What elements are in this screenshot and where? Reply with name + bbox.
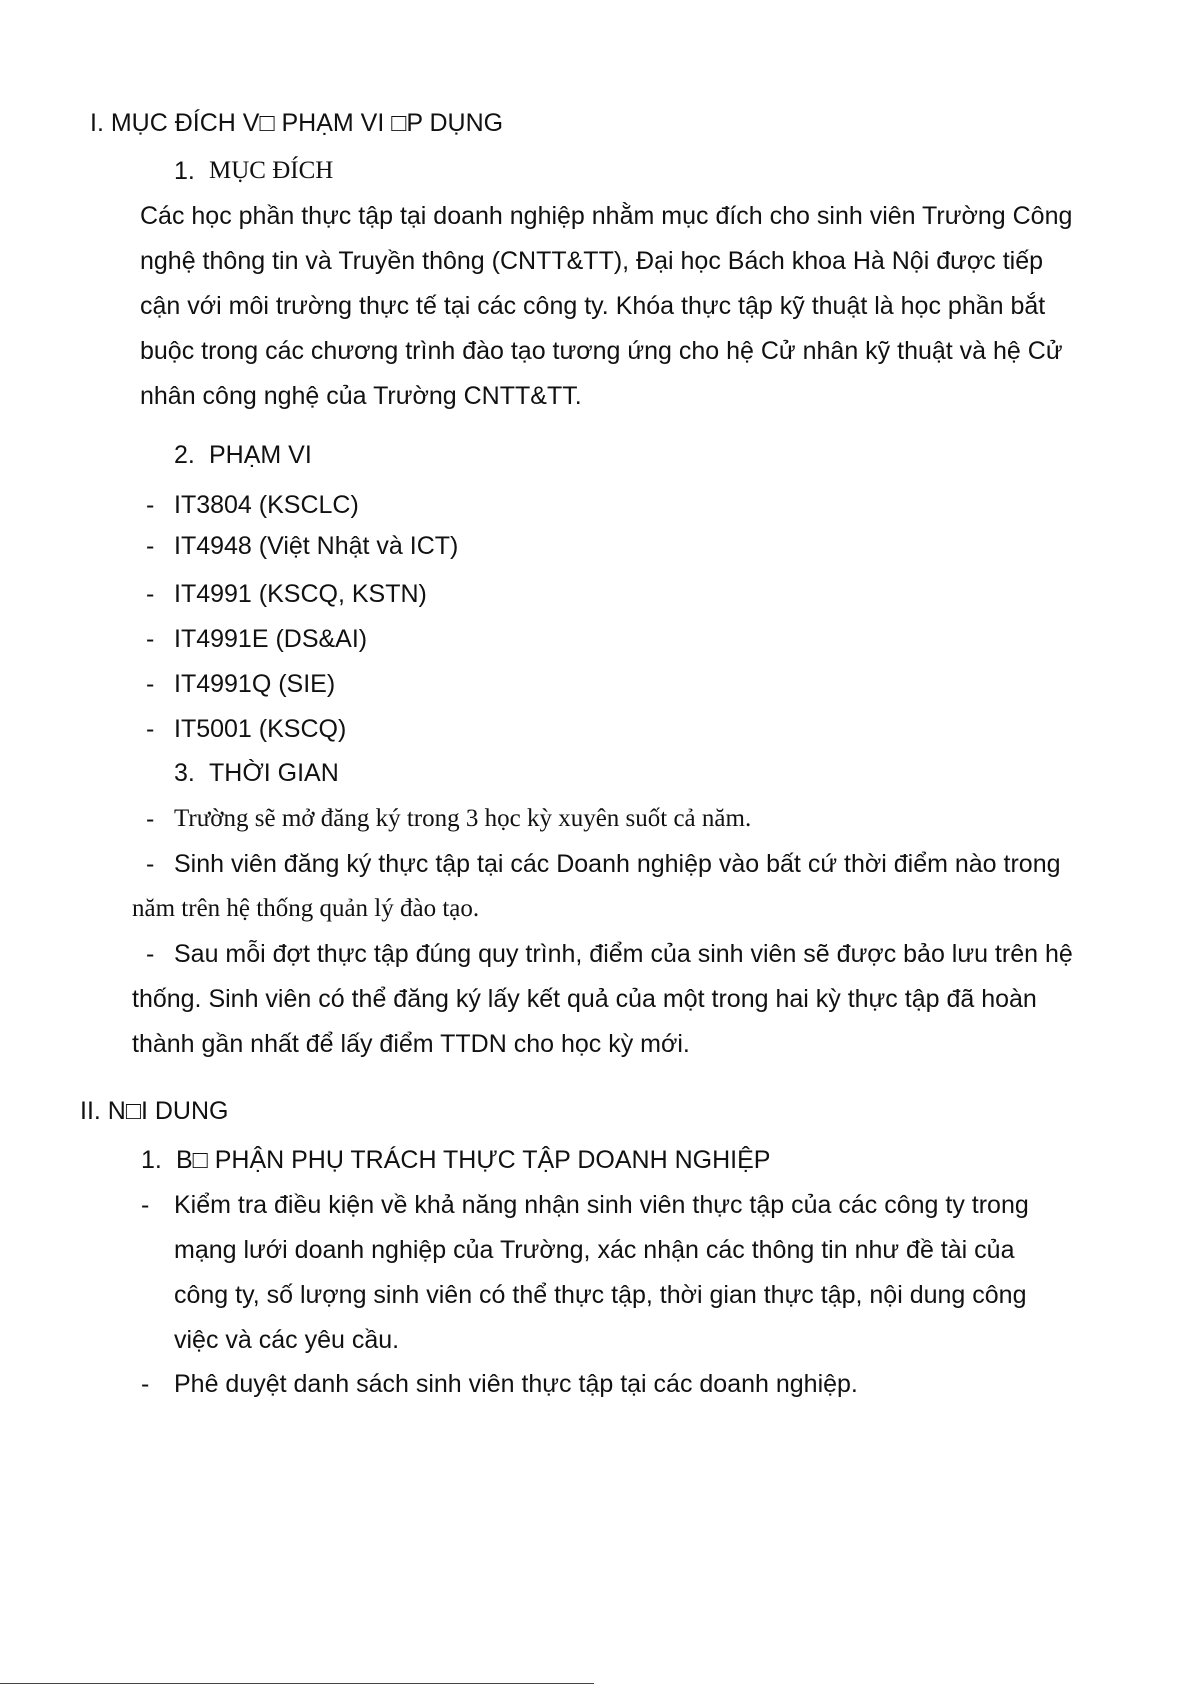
purpose-paragraph-line-4: buộc trong các chương trình đào tạo tương ứng cho hệ Cử nhân kỹ thuật và hệ Cử — [140, 337, 1063, 365]
responsibility-item-1-line-2: mạng lưới doanh nghiệp của Trường, xác nhận các thông tin như đề tài của — [174, 1236, 1015, 1264]
section-1-heading: I. MỤC ĐÍCH V□ PHẠM VI □P DỤNG — [90, 109, 504, 137]
list-item: IT4991Q (SIE) — [174, 670, 336, 698]
subsection-2-number: 2. — [174, 441, 195, 469]
time-item-2-line-1: Sinh viên đăng ký thực tập tại các Doanh nghiệp vào bất cứ thời điểm nào trong — [174, 850, 1061, 878]
responsibility-item-2: Phê duyệt danh sách sinh viên thực tập tại các doanh nghiệp. — [174, 1370, 858, 1398]
list-bullet: - — [146, 940, 155, 968]
list-bullet: - — [146, 850, 155, 878]
time-item-1: Trường sẽ mở đăng ký trong 3 học kỳ xuyên suốt cả năm. — [174, 805, 752, 832]
time-item-2-line-2: năm trên hệ thống quản lý đào tạo. — [132, 895, 480, 922]
time-item-3-line-2: thống. Sinh viên có thể đăng ký lấy kết quả của một trong hai kỳ thực tập đã hoàn — [132, 985, 1037, 1013]
responsibility-item-1-line-1: Kiểm tra điều kiện về khả năng nhận sinh viên thực tập của các công ty trong — [174, 1191, 1029, 1219]
list-bullet: - — [146, 715, 155, 743]
list-item: IT4991E (DS&AI) — [174, 625, 368, 653]
responsibility-item-1-line-4: việc và các yêu cầu. — [174, 1326, 400, 1354]
responsibility-item-1-line-3: công ty, số lượng sinh viên có thể thực tập, thời gian thực tập, nội dung công — [174, 1281, 1027, 1309]
list-bullet: - — [146, 580, 155, 608]
list-bullet: - — [146, 805, 155, 833]
list-bullet: - — [141, 1191, 150, 1219]
time-item-3-line-3: thành gần nhất để lấy điểm TTDN cho học kỳ mới. — [132, 1030, 690, 1058]
subsection-3-number: 3. — [174, 759, 195, 787]
purpose-paragraph-line-1: Các học phần thực tập tại doanh nghiệp nhằm mục đích cho sinh viên Trường Công — [140, 202, 1073, 230]
subsection-1-number: 1. — [174, 157, 195, 185]
purpose-paragraph-line-2: nghệ thông tin và Truyền thông (CNTT&TT), Đại học Bách khoa Hà Nội được tiếp — [140, 247, 1044, 275]
list-item: IT4948 (Việt Nhật và ICT) — [174, 532, 459, 560]
page-bottom-rule — [0, 1683, 594, 1684]
list-item: IT3804 (KSCLC) — [174, 491, 359, 519]
list-bullet: - — [146, 670, 155, 698]
section-2-heading: II. N□I DUNG — [80, 1097, 229, 1125]
purpose-paragraph-line-5: nhân công nghệ của Trường CNTT&TT. — [140, 382, 582, 410]
subsection-3-title: THỜI GIAN — [209, 759, 339, 787]
list-bullet: - — [146, 625, 155, 653]
list-bullet: - — [141, 1370, 150, 1398]
list-bullet: - — [146, 532, 155, 560]
purpose-paragraph-line-3: cận với môi trường thực tế tại các công ty. Khóa thực tập kỹ thuật là học phần bắt — [140, 292, 1046, 320]
list-item: IT4991 (KSCQ, KSTN) — [174, 580, 427, 608]
subsection-1-title: MỤC ĐÍCH — [209, 157, 334, 184]
time-item-3-line-1: Sau mỗi đợt thực tập đúng quy trình, điểm của sinh viên sẽ được bảo lưu trên hệ — [174, 940, 1073, 968]
list-item: IT5001 (KSCQ) — [174, 715, 347, 743]
section-2-subsection-1-title: B□ PHẬN PHỤ TRÁCH THỰC TẬP DOANH NGHIỆP — [176, 1146, 771, 1174]
subsection-2-title: PHẠM VI — [209, 441, 312, 469]
list-bullet: - — [146, 491, 155, 519]
section-2-subsection-1-number: 1. — [141, 1146, 162, 1174]
